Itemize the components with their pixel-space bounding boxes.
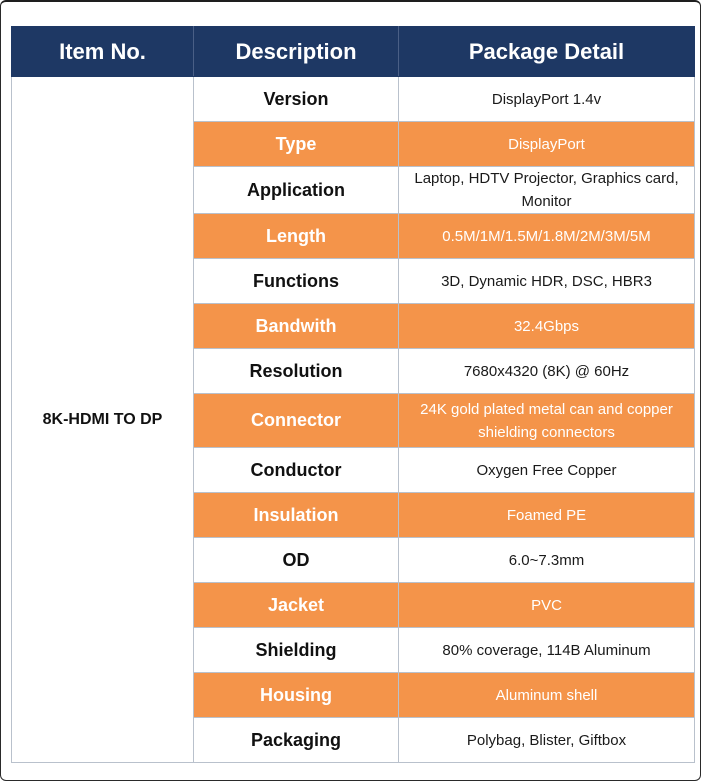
row-value: 80% coverage, 114B Aluminum: [399, 628, 695, 673]
row-label: Jacket: [194, 583, 399, 628]
row-value: Aluminum shell: [399, 673, 695, 718]
row-label: Conductor: [194, 448, 399, 493]
header-row: [12, 27, 695, 77]
table-row: [12, 77, 695, 122]
header-description: Description: [194, 27, 399, 77]
row-value: 32.4Gbps: [399, 304, 695, 349]
header-item-no: Item No.: [12, 27, 194, 77]
row-value: 7680x4320 (8K) @ 60Hz: [399, 349, 695, 394]
row-value: 24K gold plated metal can and copper shielding connectors: [399, 394, 695, 448]
row-label: Type: [194, 122, 399, 167]
row-label: Insulation: [194, 493, 399, 538]
row-value: 3D, Dynamic HDR, DSC, HBR3: [399, 259, 695, 304]
row-value: Oxygen Free Copper: [399, 448, 695, 493]
row-value: PVC: [399, 583, 695, 628]
row-label: OD: [194, 538, 399, 583]
row-label: Resolution: [194, 349, 399, 394]
row-value: DisplayPort 1.4v: [399, 77, 695, 122]
row-value: 0.5M/1M/1.5M/1.8M/2M/3M/5M: [399, 214, 695, 259]
row-value: DisplayPort: [399, 122, 695, 167]
row-value: Polybag, Blister, Giftbox: [399, 718, 695, 763]
row-label: Shielding: [194, 628, 399, 673]
row-label: Version: [194, 77, 399, 122]
row-value: Laptop, HDTV Projector, Graphics card, Monitor: [399, 167, 695, 214]
row-label: Connector: [194, 394, 399, 448]
row-label: Functions: [194, 259, 399, 304]
spec-table: [11, 26, 695, 763]
row-label: Application: [194, 167, 399, 214]
row-label: Housing: [194, 673, 399, 718]
row-value: Foamed PE: [399, 493, 695, 538]
header-package-detail: Package Detail: [399, 27, 695, 77]
row-value: 6.0~7.3mm: [399, 538, 695, 583]
item-name-cell: 8K-HDMI TO DP: [12, 77, 194, 763]
row-label: Packaging: [194, 718, 399, 763]
row-label: Length: [194, 214, 399, 259]
row-label: Bandwith: [194, 304, 399, 349]
